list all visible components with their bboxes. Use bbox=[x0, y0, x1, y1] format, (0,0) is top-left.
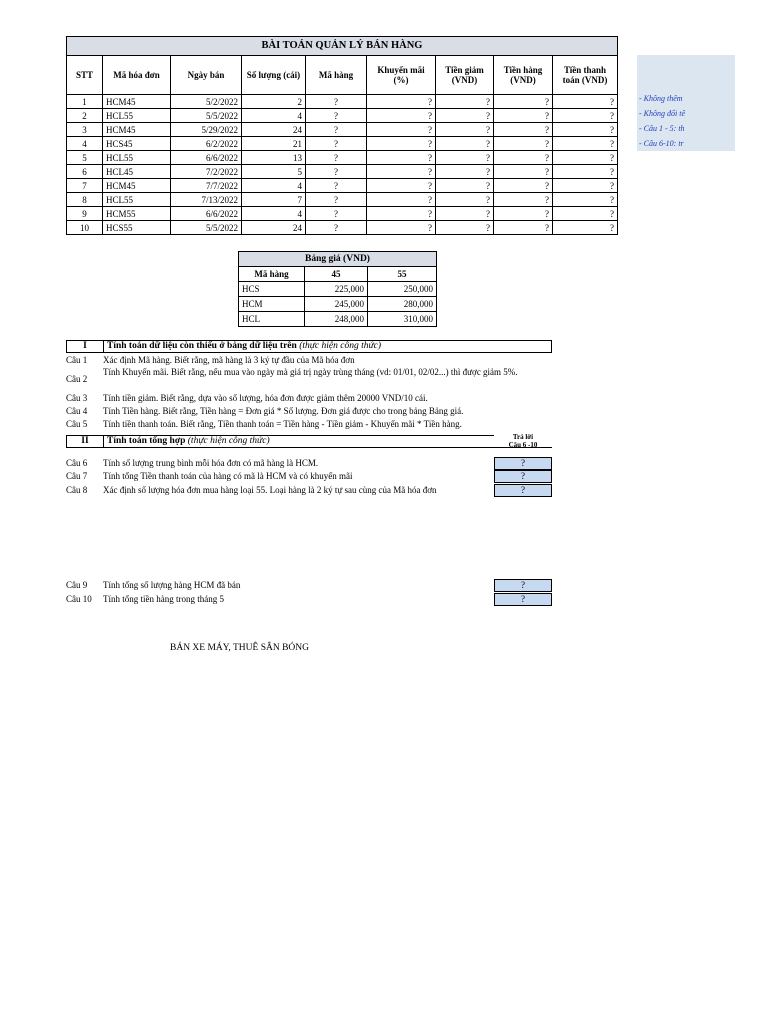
table-cell[interactable]: ? bbox=[553, 207, 618, 221]
table-cell[interactable]: 7 bbox=[242, 193, 306, 207]
table-row bbox=[239, 312, 437, 327]
answer-cell[interactable]: ? bbox=[494, 579, 552, 592]
table-cell[interactable]: 280,000 bbox=[368, 297, 437, 312]
question-row bbox=[66, 484, 552, 497]
table-cell[interactable]: 6 bbox=[67, 165, 103, 179]
table-cell[interactable]: ? bbox=[367, 221, 436, 235]
answer-cell[interactable]: ? bbox=[494, 593, 552, 606]
table-cell[interactable]: ? bbox=[367, 165, 436, 179]
table-cell[interactable]: ? bbox=[494, 193, 553, 207]
table-cell[interactable]: 21 bbox=[242, 137, 306, 151]
table-row bbox=[67, 123, 618, 137]
table-cell[interactable]: ? bbox=[494, 123, 553, 137]
column-header: Ngày bán bbox=[171, 56, 242, 95]
table-cell[interactable]: ? bbox=[306, 193, 367, 207]
table-cell[interactable]: ? bbox=[367, 95, 436, 109]
footer-text: BÁN XE MÁY, THUÊ SÂN BÓNG bbox=[170, 643, 309, 653]
answer-column-header: Trả lời Câu 6 -10 bbox=[508, 433, 538, 449]
question-number: Câu 2 bbox=[66, 374, 88, 384]
table-cell[interactable]: 24 bbox=[242, 221, 306, 235]
section-1-header bbox=[66, 340, 552, 353]
price-table bbox=[238, 251, 437, 327]
table-cell[interactable]: 1 bbox=[67, 95, 103, 109]
table-cell[interactable]: 7/2/2022 bbox=[171, 165, 242, 179]
question-text: Tính tổng tiền hàng trong tháng 5 bbox=[103, 594, 224, 604]
table-cell[interactable]: HCS bbox=[239, 282, 305, 297]
table-cell[interactable]: 5/5/2022 bbox=[171, 109, 242, 123]
table-cell[interactable]: HCL55 bbox=[103, 109, 171, 123]
column-header: Khuyến mãi (%) bbox=[367, 56, 436, 95]
table-cell[interactable]: ? bbox=[306, 179, 367, 193]
table-cell[interactable]: ? bbox=[553, 95, 618, 109]
table-cell[interactable]: ? bbox=[367, 193, 436, 207]
table-cell[interactable]: 6/6/2022 bbox=[171, 207, 242, 221]
table-cell[interactable]: 9 bbox=[67, 207, 103, 221]
question-row bbox=[66, 367, 552, 389]
notes-panel bbox=[637, 55, 735, 151]
question-text: Tính số lượng trung bình mỗi hóa đơn có mã hàng là HCM. bbox=[103, 458, 319, 468]
question-number: Câu 9 bbox=[66, 580, 88, 590]
question-number: Câu 8 bbox=[66, 485, 88, 495]
question-row bbox=[66, 579, 552, 592]
sales-table-body bbox=[67, 95, 618, 235]
question-text: Tính tiền thanh toán. Biết rằng, Tiền thanh toán = Tiền hàng - Tiền giảm - Khuyến mãi * Tiền hàng. bbox=[103, 419, 462, 429]
sales-table bbox=[66, 36, 618, 235]
table-cell[interactable]: HCM45 bbox=[103, 95, 171, 109]
sales-table-title: BÀI TOÁN QUẢN LÝ BÁN HÀNG bbox=[67, 37, 618, 56]
question-row bbox=[66, 457, 552, 470]
table-cell[interactable]: HCL55 bbox=[103, 193, 171, 207]
table-cell[interactable]: HCS55 bbox=[103, 221, 171, 235]
table-cell[interactable]: HCM45 bbox=[103, 179, 171, 193]
table-row bbox=[67, 137, 618, 151]
table-cell[interactable]: 7/7/2022 bbox=[171, 179, 242, 193]
section-1-title: Tính toán dữ liệu còn thiếu ở bảng dữ liệu trên (thực hiện công thức) bbox=[107, 341, 382, 351]
table-cell[interactable]: 248,000 bbox=[305, 312, 368, 327]
table-cell[interactable]: 2 bbox=[242, 95, 306, 109]
table-cell[interactable]: ? bbox=[494, 109, 553, 123]
table-cell[interactable]: ? bbox=[436, 179, 494, 193]
table-cell[interactable]: ? bbox=[436, 221, 494, 235]
question-number: Câu 1 bbox=[66, 355, 88, 365]
table-cell[interactable]: ? bbox=[553, 165, 618, 179]
table-cell[interactable]: 2 bbox=[67, 109, 103, 123]
note-line: - Câu 6-10: tr bbox=[639, 139, 684, 148]
table-cell[interactable]: ? bbox=[553, 193, 618, 207]
column-header: Mã hàng bbox=[239, 267, 305, 282]
table-cell[interactable]: 24 bbox=[242, 123, 306, 137]
table-cell[interactable]: ? bbox=[494, 137, 553, 151]
note-line: - Không đổi tê bbox=[639, 109, 685, 118]
question-row bbox=[66, 418, 552, 431]
table-cell[interactable]: ? bbox=[306, 165, 367, 179]
table-row bbox=[239, 282, 437, 297]
answer-cell[interactable]: ? bbox=[494, 484, 552, 497]
table-row bbox=[239, 297, 437, 312]
table-cell[interactable]: 4 bbox=[242, 207, 306, 221]
table-cell[interactable]: ? bbox=[494, 179, 553, 193]
question-text: Tính tiền giảm. Biết rằng, dựa vào số lượng, hóa đơn được giảm thêm 20000 VND/10 cái. bbox=[103, 393, 428, 403]
table-cell[interactable]: ? bbox=[553, 179, 618, 193]
question-row bbox=[66, 354, 552, 367]
question-text: Xác định Mã hàng. Biết rằng, mã hàng là 3 ký tự đầu của Mã hóa đơn bbox=[103, 355, 355, 365]
table-cell[interactable]: 13 bbox=[242, 151, 306, 165]
table-cell[interactable]: 5/5/2022 bbox=[171, 221, 242, 235]
question-text: Tính Khuyến mãi. Biết rằng, nếu mua vào ngày mà giá trị ngày trùng tháng (vd: 01/01, 02/02...) thì được giảm 5%. bbox=[103, 367, 518, 377]
table-cell[interactable]: 8 bbox=[67, 193, 103, 207]
question-number: Câu 4 bbox=[66, 406, 88, 416]
table-row bbox=[67, 151, 618, 165]
table-cell[interactable]: ? bbox=[436, 123, 494, 137]
table-cell[interactable]: ? bbox=[306, 109, 367, 123]
table-cell[interactable]: 4 bbox=[67, 137, 103, 151]
table-cell[interactable]: 5/2/2022 bbox=[171, 95, 242, 109]
table-cell[interactable]: ? bbox=[494, 151, 553, 165]
table-cell[interactable]: ? bbox=[367, 207, 436, 221]
column-header: Mã hóa đơn bbox=[103, 56, 171, 95]
table-row bbox=[67, 179, 618, 193]
table-cell[interactable]: ? bbox=[306, 151, 367, 165]
table-cell[interactable]: ? bbox=[436, 165, 494, 179]
table-cell[interactable]: ? bbox=[494, 165, 553, 179]
table-cell[interactable]: 5 bbox=[67, 151, 103, 165]
question-row bbox=[66, 470, 552, 483]
table-row bbox=[67, 221, 618, 235]
question-text: Tính Tiền hàng. Biết rằng, Tiền hàng = Đơn giá * Số lượng. Đơn giá được cho trong bảng Bảng giá. bbox=[103, 406, 464, 416]
answer-cell[interactable]: ? bbox=[494, 457, 552, 470]
table-row bbox=[67, 193, 618, 207]
note-line: - Không thêm bbox=[639, 94, 683, 103]
answer-cell[interactable]: ? bbox=[494, 470, 552, 483]
table-row bbox=[67, 165, 618, 179]
table-cell[interactable]: ? bbox=[306, 95, 367, 109]
price-table-body bbox=[239, 282, 437, 327]
table-cell[interactable]: 4 bbox=[242, 109, 306, 123]
column-header: Mã hàng bbox=[306, 56, 367, 95]
table-cell[interactable]: HCM45 bbox=[103, 123, 171, 137]
table-cell[interactable]: 225,000 bbox=[305, 282, 368, 297]
column-header: Tiền giảm (VND) bbox=[436, 56, 494, 95]
table-cell[interactable]: ? bbox=[553, 123, 618, 137]
table-cell[interactable]: HCS45 bbox=[103, 137, 171, 151]
table-cell[interactable]: 5/29/2022 bbox=[171, 123, 242, 137]
table-cell[interactable]: ? bbox=[436, 137, 494, 151]
table-cell[interactable]: 6/6/2022 bbox=[171, 151, 242, 165]
table-cell[interactable]: HCL55 bbox=[103, 151, 171, 165]
question-text: Tính tổng Tiền thanh toán của hàng có mã là HCM và có khuyến mãi bbox=[103, 471, 353, 481]
section-2-title: Tính toán tổng hợp (thực hiện công thức) bbox=[107, 436, 270, 446]
table-cell[interactable]: HCM55 bbox=[103, 207, 171, 221]
table-cell[interactable]: 310,000 bbox=[368, 312, 437, 327]
table-cell[interactable]: ? bbox=[494, 95, 553, 109]
table-cell[interactable]: 3 bbox=[67, 123, 103, 137]
table-cell[interactable]: ? bbox=[494, 221, 553, 235]
table-cell[interactable]: ? bbox=[367, 137, 436, 151]
table-cell[interactable]: ? bbox=[306, 207, 367, 221]
column-header: STT bbox=[67, 56, 103, 95]
section-1-number: I bbox=[67, 341, 104, 352]
table-cell[interactable]: 6/2/2022 bbox=[171, 137, 242, 151]
section-2-rule bbox=[66, 447, 552, 448]
table-cell[interactable]: HCL45 bbox=[103, 165, 171, 179]
table-cell[interactable]: 5 bbox=[242, 165, 306, 179]
table-cell[interactable]: ? bbox=[436, 109, 494, 123]
question-row bbox=[66, 593, 552, 606]
question-number: Câu 10 bbox=[66, 594, 92, 604]
table-row bbox=[67, 109, 618, 123]
column-header: Tiền hàng (VND) bbox=[494, 56, 553, 95]
price-table-header-row bbox=[239, 267, 437, 282]
note-line: - Câu 1 - 5: th bbox=[639, 124, 685, 133]
question-text: Tính tổng số lượng hàng HCM đã bán bbox=[103, 580, 241, 590]
question-number: Câu 6 bbox=[66, 458, 88, 468]
table-cell[interactable]: ? bbox=[553, 221, 618, 235]
table-cell[interactable]: ? bbox=[553, 137, 618, 151]
table-cell[interactable]: 10 bbox=[67, 221, 103, 235]
table-cell[interactable]: 250,000 bbox=[368, 282, 437, 297]
table-cell[interactable]: HCM bbox=[239, 297, 305, 312]
sales-table-header-row bbox=[67, 56, 618, 95]
question-number: Câu 7 bbox=[66, 471, 88, 481]
column-header: 45 bbox=[305, 267, 368, 282]
section-2-number: II bbox=[67, 436, 104, 447]
table-cell[interactable]: ? bbox=[494, 207, 553, 221]
column-header: 55 bbox=[368, 267, 437, 282]
table-cell[interactable]: 245,000 bbox=[305, 297, 368, 312]
table-cell[interactable]: 7 bbox=[67, 179, 103, 193]
column-header: Số lượng (cái) bbox=[242, 56, 306, 95]
column-header: Tiền thanh toán (VND) bbox=[553, 56, 618, 95]
table-cell[interactable]: ? bbox=[367, 123, 436, 137]
question-row bbox=[66, 392, 552, 405]
table-cell[interactable]: ? bbox=[367, 151, 436, 165]
table-cell[interactable]: ? bbox=[436, 95, 494, 109]
question-number: Câu 5 bbox=[66, 419, 88, 429]
question-number: Câu 3 bbox=[66, 393, 88, 403]
question-row bbox=[66, 405, 552, 418]
table-cell[interactable]: ? bbox=[436, 193, 494, 207]
table-cell[interactable]: ? bbox=[436, 151, 494, 165]
table-cell[interactable]: ? bbox=[553, 151, 618, 165]
table-row bbox=[67, 207, 618, 221]
table-cell[interactable]: ? bbox=[553, 109, 618, 123]
table-cell[interactable]: 4 bbox=[242, 179, 306, 193]
table-cell[interactable]: ? bbox=[367, 109, 436, 123]
table-cell[interactable]: ? bbox=[306, 137, 367, 151]
table-row bbox=[67, 95, 618, 109]
table-cell[interactable]: ? bbox=[306, 221, 367, 235]
table-cell[interactable]: ? bbox=[367, 179, 436, 193]
table-cell[interactable]: ? bbox=[306, 123, 367, 137]
question-text: Xác định số lượng hóa đơn mua hàng loại 55. Loại hàng là 2 ký tự sau cùng của Mã hóa đơn bbox=[103, 485, 437, 495]
price-table-title: Bảng giá (VND) bbox=[239, 252, 437, 267]
table-cell[interactable]: ? bbox=[436, 207, 494, 221]
table-cell[interactable]: 7/13/2022 bbox=[171, 193, 242, 207]
table-cell[interactable]: HCL bbox=[239, 312, 305, 327]
